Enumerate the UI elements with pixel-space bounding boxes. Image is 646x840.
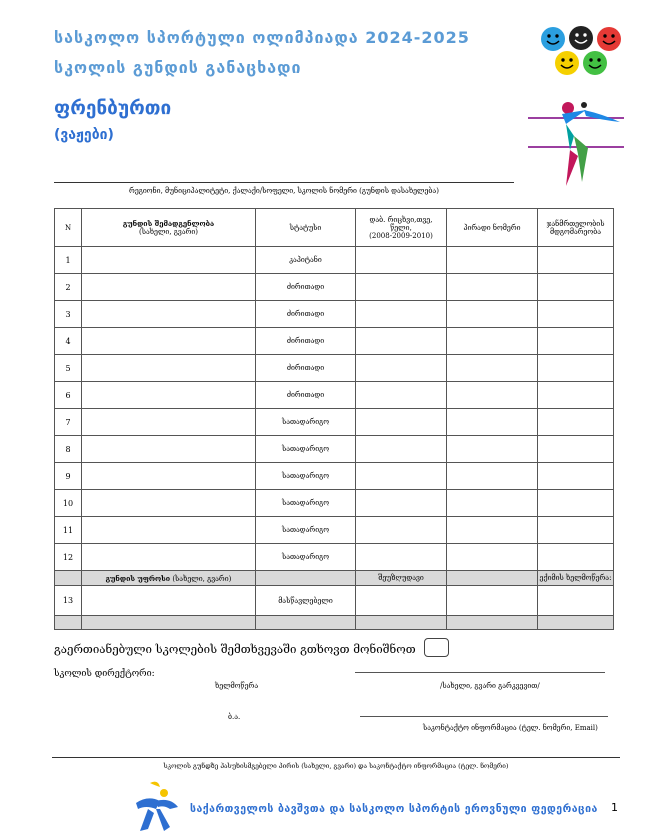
row-number: 8: [55, 436, 82, 463]
region-caption: რეგიონი, მუნიციპალიტეტი, ქალაქი/სოფელი, სკოლის ნომერი (გუნდის დასახელება): [129, 187, 439, 195]
smiley-blue: [541, 27, 565, 51]
signature-caption: ხელმოწერა: [215, 682, 259, 690]
coach-header-sign: ექიმის ხელმოწერა:: [538, 571, 614, 586]
personal-id-cell[interactable]: [447, 544, 538, 571]
health-cell[interactable]: [538, 274, 614, 301]
doctor-sign-cell[interactable]: [538, 586, 614, 616]
status-cell: ძირითადი: [256, 355, 356, 382]
table-row: [55, 490, 614, 517]
table-row: [55, 301, 614, 328]
header-personal-id: პირადი ნომერი: [447, 209, 538, 247]
header-birth-2: წელი,: [390, 223, 412, 232]
status-cell: სათადარიგო: [256, 517, 356, 544]
table-row: [55, 436, 614, 463]
title-line-2: სკოლის გუნდის განაცხადი: [54, 58, 302, 77]
player-name-cell[interactable]: [82, 247, 256, 274]
smiley-faces-logo: [536, 24, 628, 78]
health-cell[interactable]: [538, 247, 614, 274]
row-number: 10: [55, 490, 82, 517]
table-row: [55, 544, 614, 571]
personal-id-cell[interactable]: [447, 409, 538, 436]
player-name-cell[interactable]: [82, 544, 256, 571]
coach-header-row: [55, 571, 614, 586]
row-number: 5: [55, 355, 82, 382]
player-name-cell[interactable]: [82, 355, 256, 382]
title-line-1: სასკოლო სპორტული ოლიმპიადა 2024-2025: [54, 28, 470, 47]
health-cell[interactable]: [538, 382, 614, 409]
header-status: სტატუსი: [256, 209, 356, 247]
player-name-cell[interactable]: [82, 301, 256, 328]
header-birth-3: (2008-2009-2010): [369, 231, 433, 240]
table-footer-row: [55, 616, 614, 630]
director-name-line[interactable]: [355, 672, 605, 673]
birth-date-cell[interactable]: [356, 301, 447, 328]
player-name-cell[interactable]: [82, 328, 256, 355]
header-player-sub: (სახელი, გვარი): [138, 228, 199, 236]
smiley-black: [569, 26, 593, 50]
row-number: 13: [55, 586, 82, 616]
table-row: [55, 409, 614, 436]
player-name-cell[interactable]: [82, 517, 256, 544]
birth-date-cell[interactable]: [356, 328, 447, 355]
health-cell[interactable]: [538, 328, 614, 355]
birth-date-cell[interactable]: [356, 490, 447, 517]
health-cell[interactable]: [538, 463, 614, 490]
personal-id-cell[interactable]: [447, 382, 538, 409]
player-name-cell[interactable]: [82, 436, 256, 463]
personal-id-cell[interactable]: [447, 301, 538, 328]
birth-date-cell[interactable]: [356, 517, 447, 544]
federation-name: საქართველოს ბავშვთა და სასკოლო სპორტის ეროვნული ფედერაცია: [190, 803, 598, 815]
table-row: [55, 463, 614, 490]
player-name-cell[interactable]: [82, 409, 256, 436]
personal-id-cell[interactable]: [447, 328, 538, 355]
row-number: 6: [55, 382, 82, 409]
header-parent: ჯანმრთელობის მდგომარეობა: [538, 209, 614, 247]
status-cell: მასწავლებელი: [256, 586, 356, 616]
contact-caption: საკონტაქტო ინფორმაცია (ტელ. ნომერი, Email): [423, 724, 598, 732]
director-label: სკოლის დირექტორი:: [54, 669, 155, 679]
table-row: [55, 355, 614, 382]
birth-date-cell[interactable]: [356, 382, 447, 409]
region-underline: [54, 182, 514, 183]
contact-line[interactable]: [360, 716, 608, 717]
status-cell: სათადარიგო: [256, 436, 356, 463]
smiley-yellow: [555, 51, 579, 75]
status-cell: სათადარიგო: [256, 409, 356, 436]
birth-date-cell[interactable]: [356, 463, 447, 490]
volleyball-player-icon: [522, 96, 628, 188]
status-cell: ძირითადი: [256, 382, 356, 409]
coach-name-cell[interactable]: [82, 586, 256, 616]
page-number: 1: [611, 801, 618, 814]
health-cell[interactable]: [538, 517, 614, 544]
header-birth: [356, 209, 447, 247]
birth-date-cell[interactable]: [356, 274, 447, 301]
header-n: N: [55, 209, 82, 247]
team-roster-table: [54, 208, 614, 630]
birth-date-cell[interactable]: [356, 544, 447, 571]
health-cell[interactable]: [538, 409, 614, 436]
player-name-cell[interactable]: [82, 463, 256, 490]
responsible-person-caption: სკოლის გუნდზე პასუხისმგებელი პირის (სახელი, გვარი) და საკონტაქტო ინფორმაცია (ტელ. ნომერი): [163, 762, 509, 770]
coach-header-id: [447, 571, 538, 586]
personal-id-cell[interactable]: [447, 247, 538, 274]
row-number: 3: [55, 301, 82, 328]
row-number: 1: [55, 247, 82, 274]
table-row: [55, 586, 614, 616]
row-number: 4: [55, 328, 82, 355]
personal-id-cell[interactable]: [447, 490, 538, 517]
health-cell[interactable]: [538, 436, 614, 463]
coach-header-phone: შეუზღუდავი: [356, 571, 447, 586]
coach-header-label: გუნდის უფროსი: [105, 573, 171, 583]
health-cell[interactable]: [538, 301, 614, 328]
merged-schools-checkbox[interactable]: [424, 638, 449, 657]
coach-header-status: [256, 571, 356, 586]
header-player: [82, 209, 256, 247]
personal-id-cell[interactable]: [447, 517, 538, 544]
coach-header-sub: (სახელი, გვარი): [172, 574, 232, 583]
table-row: [55, 382, 614, 409]
smiley-red: [597, 27, 621, 51]
status-cell: ძირითადი: [256, 328, 356, 355]
coach-header-label-cell: [82, 571, 256, 586]
health-cell[interactable]: [538, 490, 614, 517]
birth-date-cell[interactable]: [356, 247, 447, 274]
row-number: 2: [55, 274, 82, 301]
row-number: 9: [55, 463, 82, 490]
status-cell: სათადარიგო: [256, 544, 356, 571]
coach-phone-cell[interactable]: [356, 586, 447, 616]
row-number: 7: [55, 409, 82, 436]
personal-id-cell[interactable]: [447, 355, 538, 382]
status-cell: ძირითადი: [256, 301, 356, 328]
status-cell: სათადარიგო: [256, 463, 356, 490]
status-cell: კაპიტანი: [256, 247, 356, 274]
birth-date-cell[interactable]: [356, 436, 447, 463]
health-cell[interactable]: [538, 355, 614, 382]
player-name-cell[interactable]: [82, 382, 256, 409]
smiley-green: [583, 51, 607, 75]
status-cell: ძირითადი: [256, 274, 356, 301]
sport-title: ფრენბურთი: [54, 97, 172, 119]
stamp-caption: ბ.ა.: [228, 713, 241, 721]
personal-id-cell[interactable]: [447, 274, 538, 301]
player-name-cell[interactable]: [82, 274, 256, 301]
merged-schools-label: გაერთიანებული სკოლების შემთხვევაში გთხოვთ მონიშნოთ: [54, 642, 416, 656]
row-number: 11: [55, 517, 82, 544]
personal-id-cell[interactable]: [447, 463, 538, 490]
health-cell[interactable]: [538, 544, 614, 571]
status-cell: სათადარიგო: [256, 490, 356, 517]
table-row: [55, 328, 614, 355]
birth-date-cell[interactable]: [356, 409, 447, 436]
sport-subtitle: (ვაჟები): [54, 127, 114, 143]
federation-logo-icon: [130, 779, 184, 835]
row-number: 12: [55, 544, 82, 571]
director-name-caption: /სახელი, გვარი გარკვევით/: [440, 682, 540, 690]
table-row: [55, 517, 614, 544]
player-name-cell[interactable]: [82, 490, 256, 517]
personal-id-cell[interactable]: [447, 436, 538, 463]
coach-header-empty: [55, 571, 82, 586]
table-header-row: [55, 209, 614, 247]
coach-id-cell[interactable]: [447, 586, 538, 616]
header-player-label: გუნდის შემადგენლობა: [122, 219, 215, 228]
birth-date-cell[interactable]: [356, 355, 447, 382]
header-birth-1: დაბ. რიცხვი,თვე,: [369, 215, 433, 224]
table-row: [55, 247, 614, 274]
table-row: [55, 274, 614, 301]
responsible-person-line[interactable]: [52, 757, 620, 758]
